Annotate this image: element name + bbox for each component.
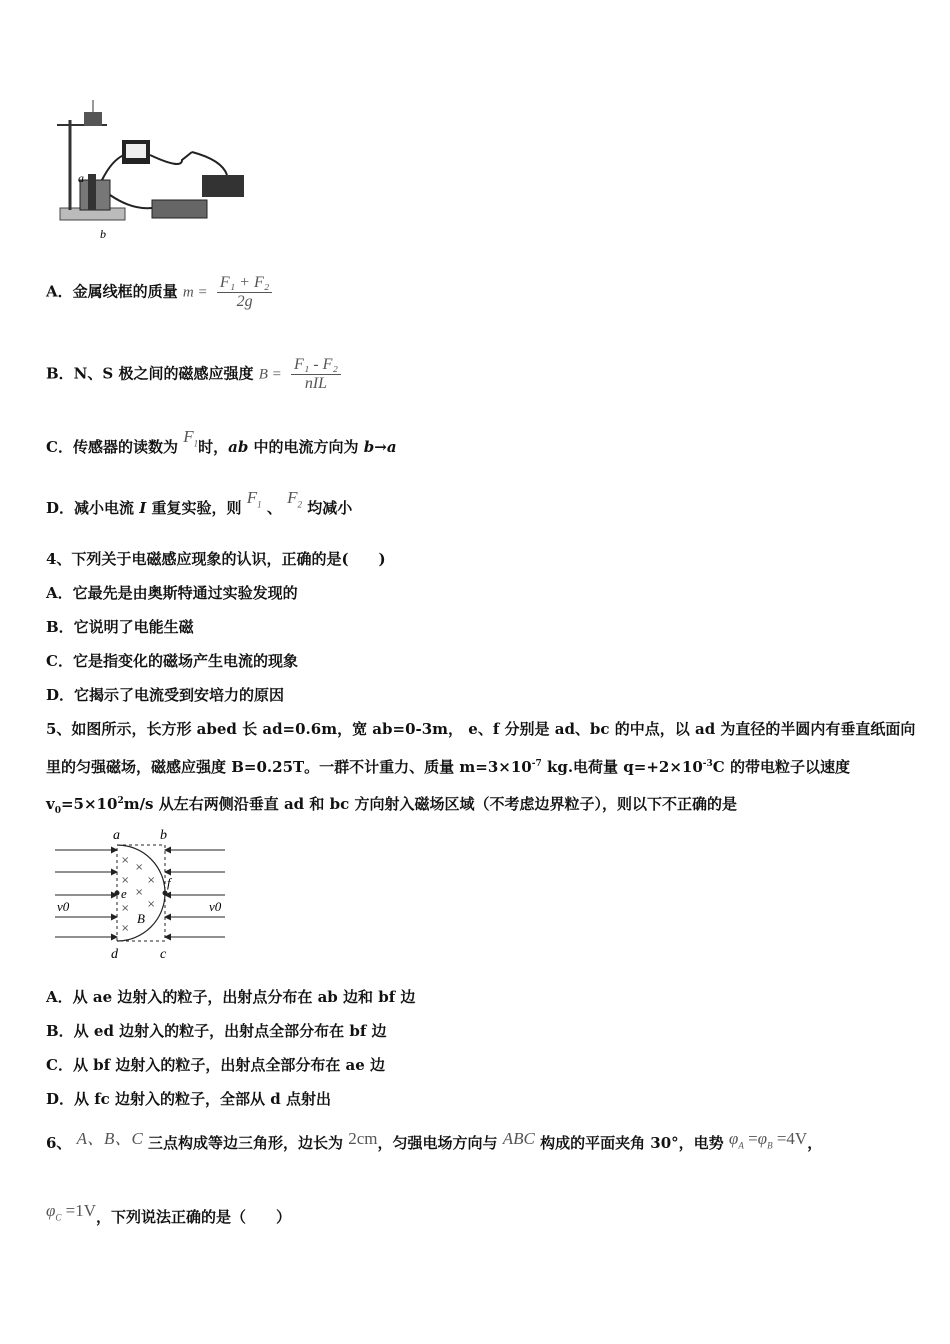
q4-stem: 4、下列关于电磁感应现象的认识，正确的是( ) [46, 550, 386, 568]
q3-option-d-pre: D．减小电流 [46, 499, 140, 517]
fig-label-f: f [167, 875, 171, 890]
q6-stem-2 [46, 1201, 292, 1228]
fraction-den: 2g [236, 293, 253, 310]
q5-option-b: B．从 ed 边射入的粒子，出射点全部分布在 bf 边 [46, 1022, 387, 1040]
exp: 2 [117, 796, 124, 806]
q3-option-d-f2 [287, 488, 302, 510]
var-sub: 1 [193, 438, 199, 449]
fig-label-c: c [160, 947, 167, 962]
eq: =1V [61, 1201, 97, 1220]
stem-3-post: m/s 从左右两侧沿垂直 ad 和 bc 方向射入磁场区域（不考虑边界粒子），则以下不正确的是 [123, 795, 737, 813]
var-sub: 1 [257, 499, 262, 510]
fig-label-v0-left: v0 [57, 899, 70, 914]
cross: × [121, 855, 130, 866]
q5-stem-2 [46, 756, 850, 777]
phi: φ [728, 1129, 739, 1148]
q5-stem-1: 5、如图所示，长方形 abed 长 ad=0.6m，宽 ab=0-3m， e、f 分别是 ad、bc 的中点，以 ad 为直径的半圆内有垂直纸面向 [46, 720, 916, 738]
q3-option-d [46, 488, 353, 519]
q3-option-b-text: B．N、S 极之间的磁感应强度 [46, 364, 254, 383]
q6-phic-eq [46, 1201, 97, 1223]
cross: × [121, 923, 130, 934]
q6-t3: 构成的平面夹角 30°，电势 [534, 1134, 729, 1152]
var-f2: F [287, 488, 298, 507]
fig-label-a: a [113, 828, 120, 843]
phi: φ [757, 1129, 768, 1148]
sub: C [55, 1212, 62, 1223]
cross: × [135, 887, 144, 898]
q3-option-c-post2: 中的电流方向为 [248, 438, 364, 456]
fraction-num: F₁ + F₂ [217, 274, 272, 293]
fraction-den: nIL [304, 375, 328, 392]
q6-num: 6、 [46, 1134, 72, 1152]
q3-option-b [46, 356, 345, 393]
q3-option-d-mid: 重复实验，则 [146, 499, 247, 517]
fig-label-b: b [160, 828, 167, 843]
q3-option-d-I: I [139, 499, 147, 517]
q3-option-a-fraction [217, 274, 272, 311]
q6-abc: ABC [502, 1129, 535, 1148]
fig-label-d: d [111, 947, 118, 962]
apparatus-figure [52, 100, 252, 240]
stem-2-mid: kg.电荷量 q=+2×10 [541, 758, 703, 776]
comma: ， [807, 1134, 823, 1152]
magnetic-field-figure [55, 825, 230, 963]
eq: =4V [772, 1129, 808, 1148]
q3-option-b-lhs: B [258, 366, 268, 383]
cross: × [147, 875, 156, 886]
q5-option-a: A．从 ae 边射入的粒子，出射点分布在 ab 边和 bf 边 [46, 988, 416, 1006]
stem-2-pre: 里的匀强磁场，磁感应强度 B=0.25T。一群不计重力、质量 m=3×10 [46, 758, 532, 776]
apparatus-label-b: b [100, 227, 106, 240]
exp2: -3 [702, 759, 713, 769]
phi: φ [46, 1201, 56, 1220]
q3-option-d-post: 均减小 [301, 499, 353, 517]
cross: × [121, 903, 130, 914]
q6-t2: ，匀强电场方向与 [377, 1134, 503, 1152]
q3-option-a-text: A．金属线框的质量 [46, 282, 178, 301]
cross: × [147, 899, 156, 910]
q6-potential-eq [728, 1129, 808, 1151]
q6-length: 2cm [348, 1129, 378, 1148]
q4-option-c: C．它是指变化的磁场产生电流的现象 [46, 652, 298, 670]
q3-option-d-sep: 、 [266, 499, 282, 517]
fig-label-v0-right: v0 [209, 899, 222, 914]
sub: A [738, 1140, 744, 1151]
q3-option-c-post: 时， [198, 438, 229, 456]
fig-label-B: B [137, 911, 145, 926]
q5-option-d: D．从 fc 边射入的粒子，全部从 d 点射出 [46, 1090, 331, 1108]
stem-3-pre: v [46, 795, 55, 813]
q3-option-d-f1 [246, 488, 262, 510]
fig-label-e: e [121, 886, 127, 901]
fraction-num: F₁ - F₂ [291, 356, 341, 375]
q4-option-a: A．它最先是由奥斯特通过实验发现的 [46, 584, 298, 602]
q3-option-a-lhs: m [182, 284, 194, 301]
q3-option-a [46, 274, 276, 311]
q3-option-c-ab: ab [228, 438, 249, 456]
exp1: -7 [531, 759, 542, 769]
var-sub: 2 [297, 499, 302, 510]
q5-option-c: C．从 bf 边射入的粒子，出射点全部分布在 ae 边 [46, 1056, 386, 1074]
stem-3-mid: =5×10 [60, 795, 118, 813]
eq-sign: = [267, 366, 282, 383]
stem-2-post: C 的带电粒子以速度 [712, 758, 850, 776]
cross: × [121, 875, 130, 886]
q6-stem-1 [46, 1128, 822, 1154]
q3-option-c-pre: C．传感器的读数为 [46, 438, 178, 456]
q3-option-c [46, 427, 397, 458]
q3-option-c-var [183, 427, 199, 449]
var-f: F [183, 427, 194, 446]
var-f1: F [246, 488, 258, 507]
q3-option-b-fraction [291, 356, 341, 393]
q6-t4: ，下列说法正确的是（ ） [96, 1208, 292, 1226]
cross: × [135, 862, 144, 873]
eq-sign: = [193, 284, 208, 301]
eq: = [743, 1129, 758, 1148]
q6-points: A、B、C [76, 1129, 143, 1148]
sub0: 0 [54, 806, 61, 816]
q4-option-b: B．它说明了电能生磁 [46, 618, 194, 636]
q5-stem-3 [46, 793, 737, 816]
apparatus-label-a: a [78, 171, 84, 185]
q4-option-d: D．它揭示了电流受到安培力的原因 [46, 686, 285, 704]
q3-option-c-dir: b→a [363, 438, 397, 456]
q6-t1: 三点构成等边三角形，边长为 [142, 1134, 349, 1152]
sub: B [767, 1140, 773, 1151]
